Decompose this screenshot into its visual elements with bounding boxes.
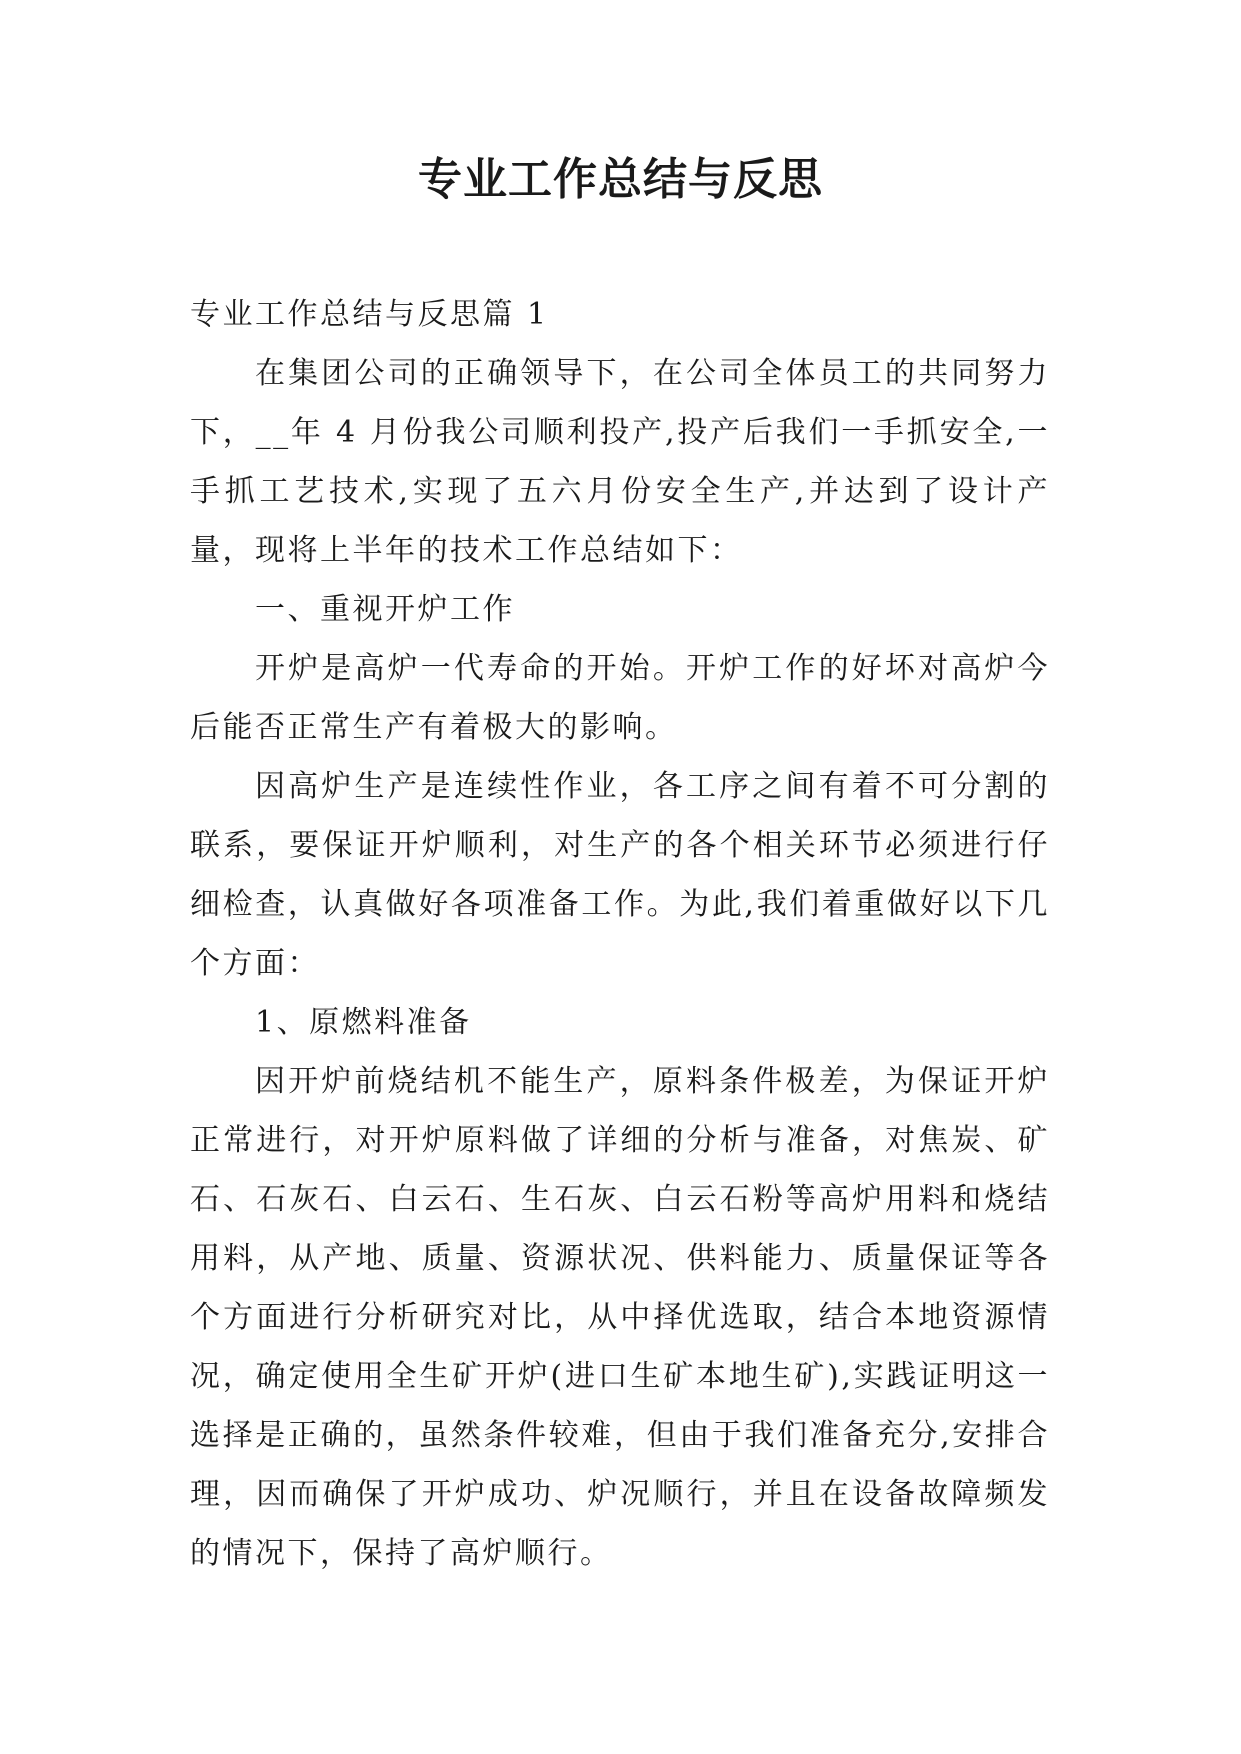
section-heading: 专业工作总结与反思篇 1 xyxy=(190,297,549,332)
subheading: 1、原燃料准备 xyxy=(255,1005,472,1040)
paragraph: 开炉是高炉一代寿命的开始。开炉工作的好坏对高炉今后能否正常生产有着极大的影响。 xyxy=(190,651,1050,745)
paragraph: 因高炉生产是连续性作业，各工序之间有着不可分割的联系，要保证开炉顺利，对生产的各个相关环节必须进行仔细检查，认真做好各项准备工作。为此,我们着重做好以下几个方面： xyxy=(190,769,1050,981)
document-body xyxy=(190,285,1050,1583)
subheading: 一、重视开炉工作 xyxy=(255,592,515,627)
document-title: 专业工作总结与反思 xyxy=(418,154,823,205)
paragraph: 因开炉前烧结机不能生产，原料条件极差，为保证开炉正常进行，对开炉原料做了详细的分析与准备，对焦炭、矿石、石灰石、白云石、生石灰、白云石粉等高炉用料和烧结用料，从产地、质量、资源状况、供料能力、质量保证等各个方面进行分析研究对比，从中择优选取，结合本地资源情况，确定使用全生矿开炉(进口生矿本地生矿),实践证明这一选择是正确的，虽然条件较难，但由于我们准备充分,安排合理，因而确保了开炉成功、炉况顺行，并且在设备故障频发的情况下，保持了高炉顺行。 xyxy=(190,1064,1050,1571)
paragraph: 在集团公司的正确领导下，在公司全体员工的共同努力下，__年 4 月份我公司顺利投产,投产后我们一手抓安全,一手抓工艺技术,实现了五六月份安全生产,并达到了设计产量，现将上半年的技术工作总结如下： xyxy=(190,356,1050,568)
